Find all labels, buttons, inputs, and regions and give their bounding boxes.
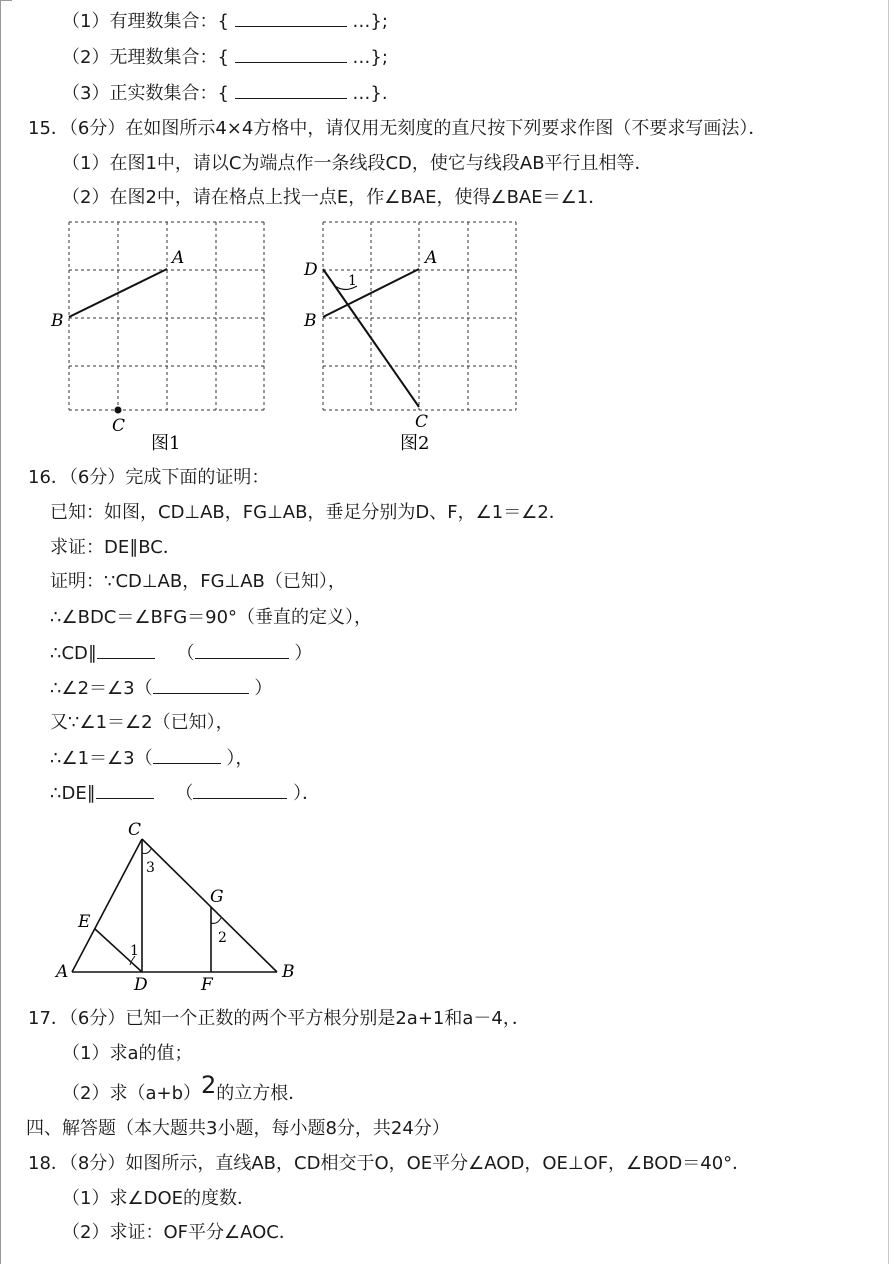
label-e: E <box>78 912 91 932</box>
q16-step-1: 证明：∵CD⊥AB，FG⊥AB（已知）， <box>50 571 346 592</box>
figure-caption: 图1 <box>151 433 181 454</box>
figure-caption: 图2 <box>400 433 430 454</box>
answer-blank[interactable] <box>235 45 347 63</box>
label-a: A <box>56 962 69 982</box>
q14-item-2: （2）无理数集合：{ …}; <box>62 47 388 68</box>
label-d: D <box>134 975 148 995</box>
figure-2-grid <box>295 215 535 460</box>
label-c: C <box>112 416 126 436</box>
q16-step-3: ∴CD∥ （ ） <box>50 643 313 664</box>
answer-blank[interactable] <box>235 9 347 27</box>
label-g: G <box>210 887 224 907</box>
q17-heading: 17．（6分）已知一个正数的两个平方根分别是2a+1和a－4，． <box>28 1008 530 1029</box>
label-f: F <box>201 975 213 995</box>
angle-3-label: 3 <box>146 860 155 876</box>
q15-heading: 15．（6分）在如图所示4×4方格中，请仅用无刻度的直尺按下列要求作图（不要求写画法）． <box>28 118 767 139</box>
q14-item-3: （3）正实数集合：{ …}. <box>62 83 388 104</box>
answer-blank[interactable] <box>97 641 155 659</box>
q17-part2: （2）求（a+b）2的立方根． <box>62 1071 307 1104</box>
q16-step-5: 又∵∠1＝∠2（已知）， <box>50 712 234 733</box>
q15-part2: （2）在图2中，请在格点上找一点E，作∠BAE，使得∠BAE＝∠1． <box>62 187 607 208</box>
q18-part1: （1）求∠DOE的度数． <box>62 1188 255 1209</box>
answer-blank[interactable] <box>195 641 289 659</box>
q16-step-4: ∴∠2＝∠3（ ） <box>50 678 273 699</box>
q16-step-6: ∴∠1＝∠3（ ）， <box>50 748 254 769</box>
label-b: B <box>282 962 295 982</box>
q18-heading: 18．（8分）如图所示，直线AB，CD相交于O，OE平分∠AOD，OE⊥OF，∠BOD＝40°． <box>28 1153 751 1174</box>
label-a: A <box>172 248 185 268</box>
q17-part1: （1）求a的值； <box>62 1043 193 1064</box>
q18-part2: （2）求证：OF平分∠AOC． <box>62 1222 297 1243</box>
label-b: B <box>304 311 317 331</box>
point-c <box>115 407 122 414</box>
answer-blank[interactable] <box>153 746 221 764</box>
q16-prove: 求证：DE∥BC． <box>50 537 181 558</box>
label-c: C <box>415 412 429 432</box>
q14-item-1: （1）有理数集合：{ …}; <box>62 11 388 32</box>
answer-blank[interactable] <box>193 781 287 799</box>
label-a: A <box>425 248 438 268</box>
label-b: B <box>51 311 64 331</box>
answer-blank[interactable] <box>235 81 347 99</box>
section-4-title: 四、解答题（本大题共3小题，每小题8分，共24分） <box>26 1118 450 1139</box>
answer-blank[interactable] <box>153 676 249 694</box>
angle-1-label: 1 <box>130 943 139 959</box>
q16-step-2: ∴∠BDC＝∠BFG＝90°（垂直的定义）， <box>50 607 373 628</box>
q16-step-7: ∴DE∥ （ ）． <box>50 783 321 804</box>
triangle-figure <box>50 815 310 1000</box>
figure-1-grid <box>40 215 280 460</box>
angle-2-label: 2 <box>218 930 227 946</box>
q16-heading: 16．（6分）完成下面的证明： <box>28 467 270 488</box>
label-c: C <box>128 820 142 840</box>
q15-part1: （1）在图1中，请以C为端点作一条线段CD，使它与线段AB平行且相等． <box>62 153 653 174</box>
angle-1-label: 1 <box>348 273 357 289</box>
page-corner-tick <box>0 0 12 1</box>
answer-blank[interactable] <box>96 781 154 799</box>
angle-3-arc <box>142 849 151 854</box>
page-edge-left <box>0 0 1 1264</box>
label-d: D <box>304 260 318 280</box>
angle-2-arc <box>211 918 221 923</box>
q16-given: 已知：如图，CD⊥AB，FG⊥AB，垂足分别为D、F，∠1＝∠2． <box>50 502 567 523</box>
